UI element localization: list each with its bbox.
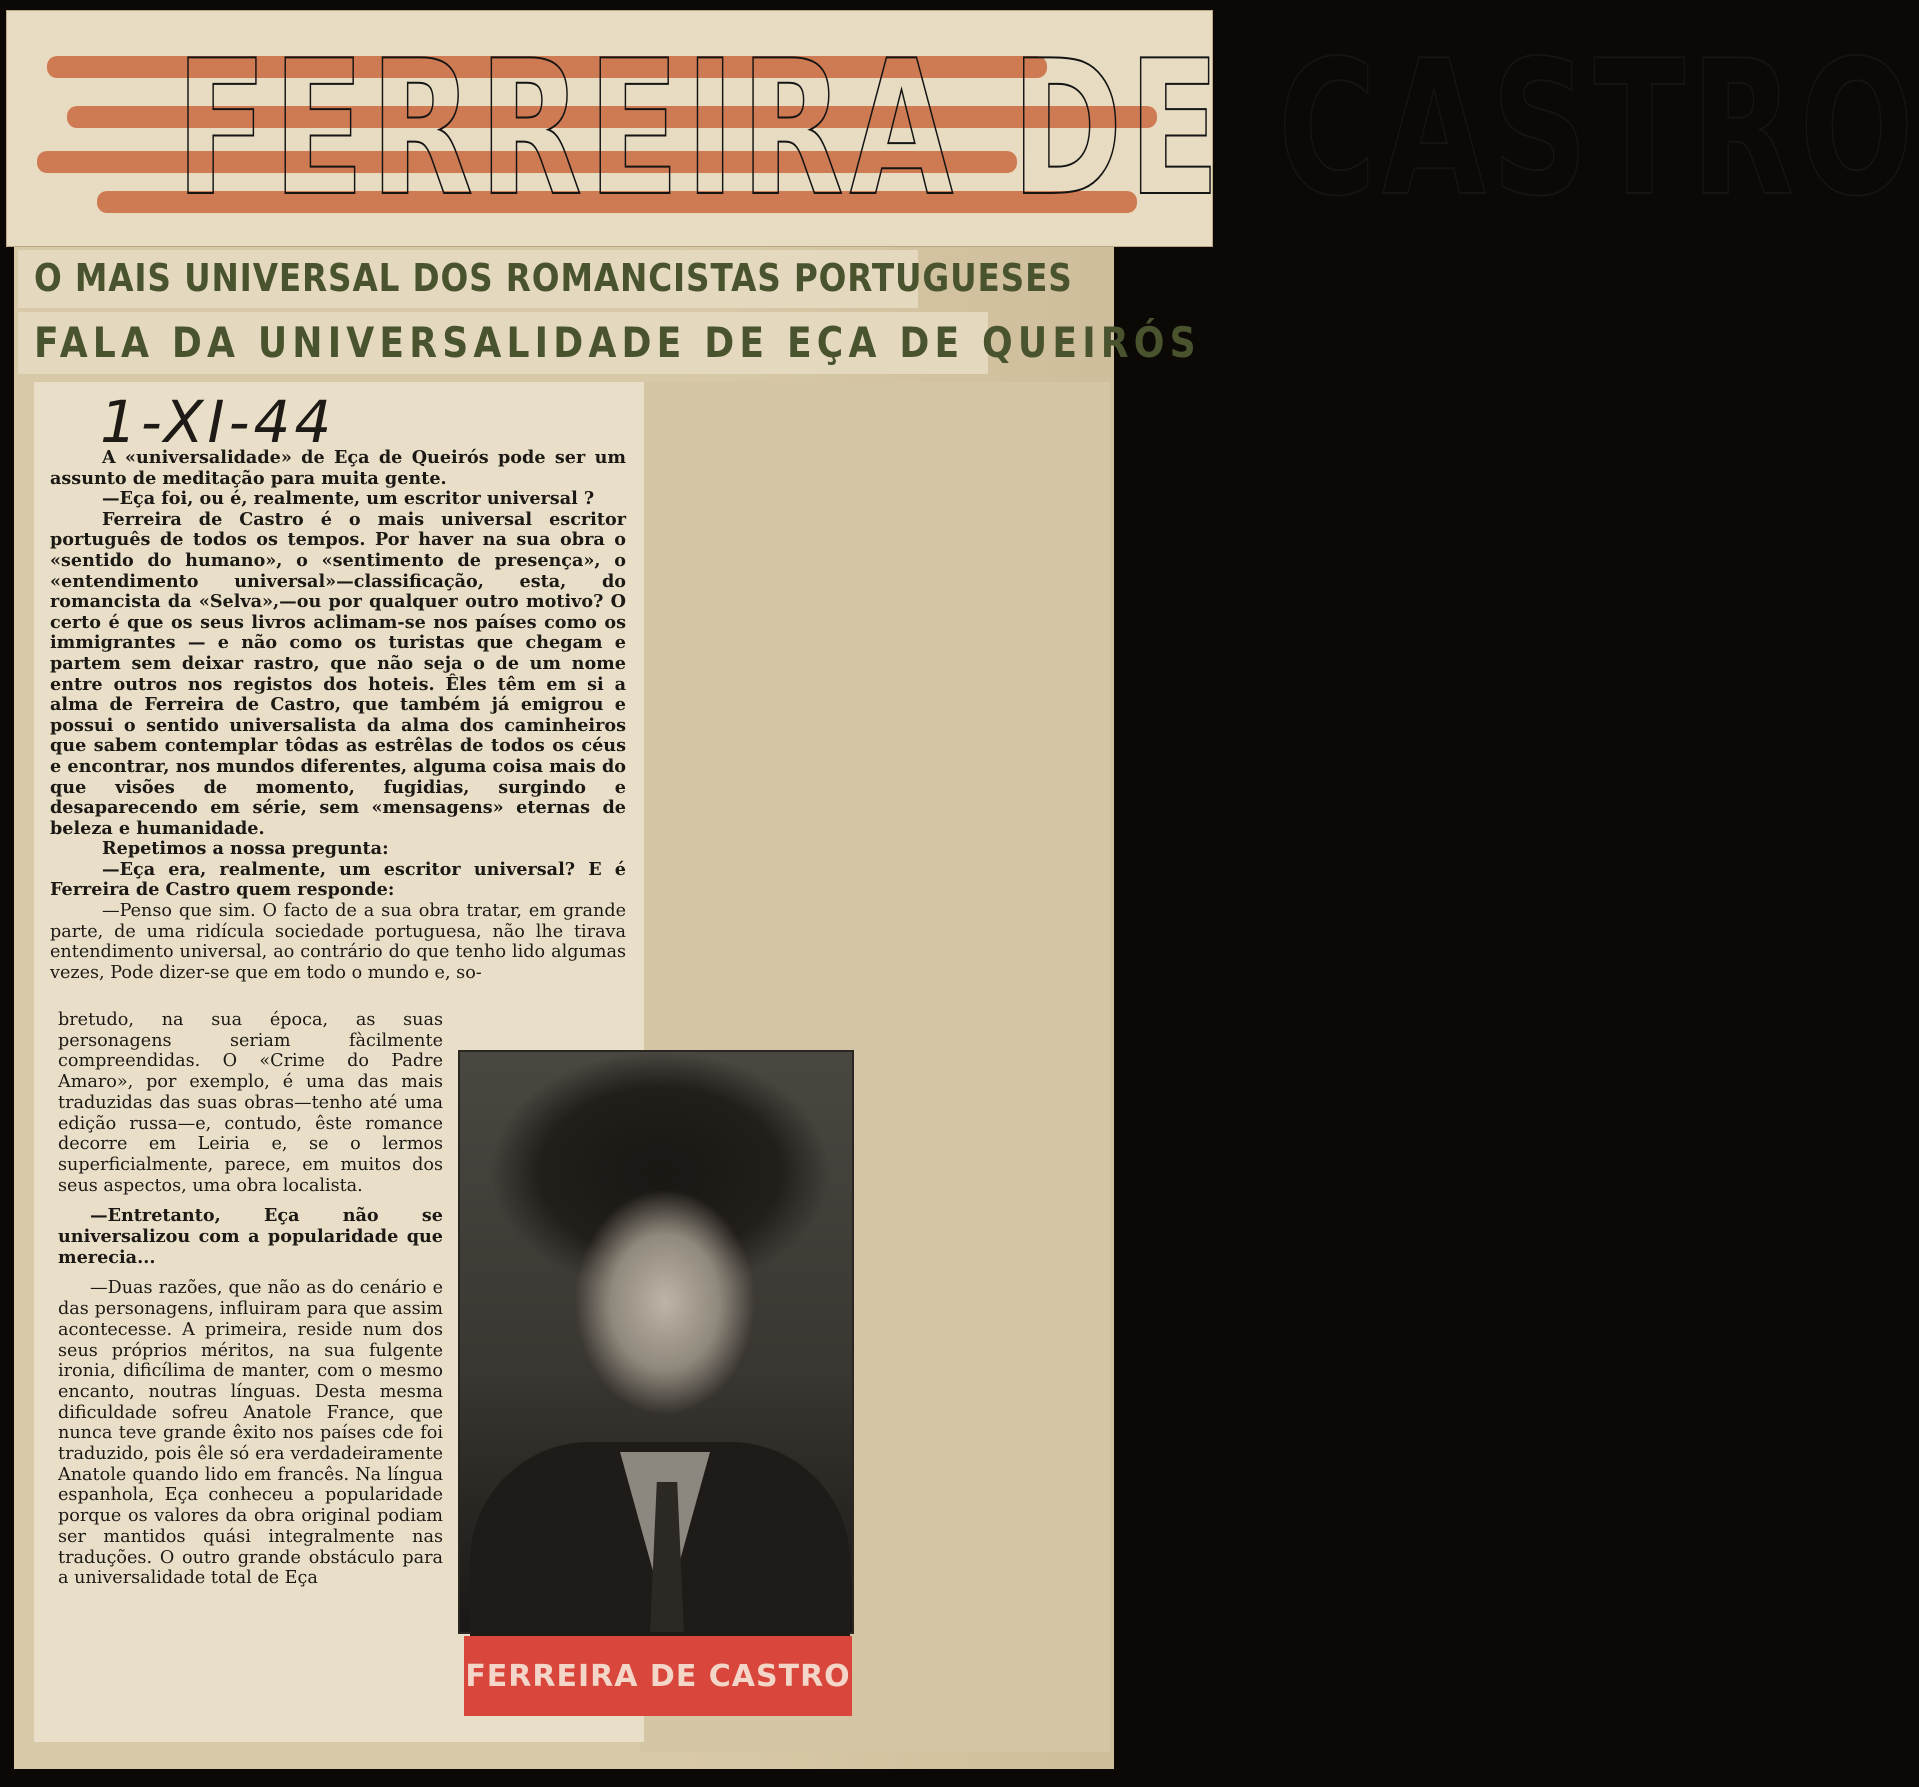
article-body-top [50,448,626,983]
portrait-photo [458,1050,854,1634]
photo-caption [464,1636,852,1716]
main-title: FERREIRA DE CASTRO [175,20,1919,237]
article-question: —Eça foi, ou é, realmente, um escritor universal ? [102,488,595,510]
article-question: —Entretanto, Eça não se universalizou com a popularidade que merecia... [58,1205,443,1268]
headline-strip [18,312,1201,374]
photo-caption-text: FERREIRA DE CASTRO [465,1658,851,1694]
article-answer: —Penso que sim. O facto de a sua obra tratar, em grande parte, de uma ridícula sociedade portuguesa, não lhe tirava entendimento universal, ao contrário do que tenho lido algumas vezes, Pode dizer-se que em todo o mundo e, so- [50,901,626,983]
title-banner [6,10,1919,247]
article-paragraph: A «universalidade» de Eça de Queirós pode ser um assunto de meditação para muita gente. [50,447,626,489]
article-paragraph: Repetimos a nossa pregunta: [102,838,389,860]
subtitle-strip [18,250,1073,308]
subtitle: O MAIS UNIVERSAL DOS ROMANCISTAS PORTUGUESES [34,256,1073,300]
handwritten-date: 1-XI-44 [100,388,336,456]
headline: FALA DA UNIVERSALIDADE DE EÇA DE QUEIRÓS [34,318,1201,367]
article-answer-cont: bretudo, na sua época, as suas personagens seriam fàcilmente compreendidas. O «Crime do Padre Amaro», por exemplo, é uma das mais traduzidas das suas obras—tenho até uma edição russa—e, contudo, êste romance decorre em Leiria e, se o lermos superficialmente, parece, em muitos dos seus aspectos, uma obra localista. [58,1010,443,1196]
article-answer: —Duas razões, que não as do cenário e das personagens, influiram para que assim acontecesse. A primeira, reside num dos seus próprios méritos, na sua fulgente ironia, dificílima de manter, com o mesmo encanto, noutras línguas. Desta mesma dificuldade sofreu Anatole France, que nunca teve grande êxito nos países cde foi traduzido, pois êle só era verdadeiramente Anatole quando lido em francês. Na língua espanhola, Eça conheceu a popularidade porque os valores da obra original podiam ser mantidos quási integralmente nas traduções. O outro grande obstáculo para a universalidade total de Eça [58,1278,443,1589]
article-body-bottom [58,1010,443,1591]
article-question: —Eça era, realmente, um escritor universal? E é Ferreira de Castro quem responde: [50,858,626,901]
article-paragraph: Ferreira de Castro é o mais universal escritor português de todos os tempos. Por haver na sua obra o «sentido do humano», o «sentimento de presença», o «entendimento universal»—classificação, esta, do romancista da «Selva»,—ou por qualquer outro motivo? O certo é que os seus livros aclimam-se nos países como os immigrantes — e não como os turistas que chegam e partem sem deixar rastro, que não seja o de um nome entre outros nos registos dos hoteis. Êles têm em si a alma de Ferreira de Castro, que também já emigrou e possui o sentido universalista da alma dos caminheiros que sabem contemplar tôdas as estrêlas de todos os céus e encontrar, nos mundos diferentes, alguma coisa mais do que visões de momento, fugidias, surgindo e desaparecendo em série, sem «mensagens» eternas de beleza e humanidade. [50,508,626,839]
